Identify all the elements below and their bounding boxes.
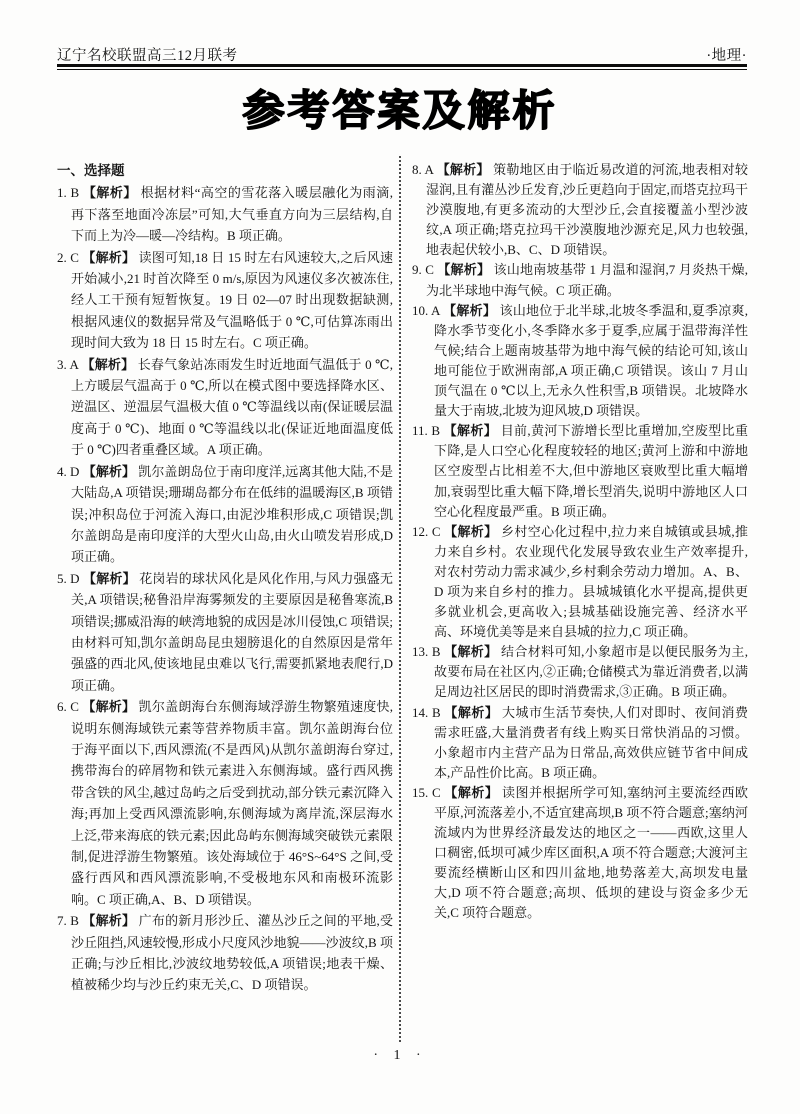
item-number-and-answer: 6. C bbox=[57, 699, 83, 715]
analysis-tag: 【解析】 bbox=[82, 249, 136, 265]
analysis-tag: 【解析】 bbox=[444, 784, 499, 800]
item-number-and-answer: 15. C bbox=[412, 784, 445, 800]
answer-item-6 bbox=[57, 696, 393, 910]
analysis-tag: 【解析】 bbox=[437, 262, 491, 278]
right-items-container bbox=[412, 160, 748, 924]
item-number-and-answer: 7. B bbox=[57, 913, 83, 929]
item-number-and-answer: 9. C bbox=[412, 262, 438, 278]
analysis-text: 广布的新月形沙丘、灌丛沙丘之间的平地,受沙丘阻挡,风速较慢,形成小尺度风沙地貌——沙波纹,B 项正确;与沙丘相比,沙波纹地势较低,A 项错误;地表干燥、植被稀少均与沙丘约束无关,C、D 项错误。 bbox=[71, 913, 393, 993]
analysis-tag: 【解析】 bbox=[82, 699, 136, 715]
answer-item-10 bbox=[412, 301, 748, 422]
answer-item-2 bbox=[57, 247, 393, 354]
item-number-and-answer: 12. C bbox=[412, 523, 445, 539]
analysis-tag: 【解析】 bbox=[82, 913, 136, 929]
analysis-text: 该山地南坡基带 1 月温和湿润,7 月炎热干燥,为北半球地中海气候。C 项正确。 bbox=[426, 262, 748, 298]
header-exam-name: 辽宁名校联盟高三12月联考 bbox=[57, 48, 238, 64]
analysis-tag: 【解析】 bbox=[444, 644, 498, 660]
analysis-text: 读图可知,18 日 15 时左右风速较大,之后风速开始减小,21 时首次降至 0 m/s,原因为风速仪多次被冻住,经人工干预有短暂恢复。19 日 02—07 时出现数据缺测,根据风速仪的数据异常及气温略低于 0 ℃,可估算冻雨出现时间大致为 18 日 15 时左右。C 项正确。 bbox=[71, 249, 393, 351]
analysis-tag: 【解析】 bbox=[81, 356, 135, 372]
answer-item-3 bbox=[57, 354, 393, 461]
item-number-and-answer: 11. B bbox=[412, 423, 444, 439]
analysis-text: 花岗岩的球状风化是风化作用,与风力强盛无关,A 项错误;秘鲁沿岸海雾频发的主要原因是秘鲁寒流,B 项错误;挪威沿海的峡湾地貌的成因是冰川侵蚀,C 项错误;由材料可知,凯尔盖朗岛昆虫翅膀退化的自然原因是常年强盛的西北风,使该地昆虫难以飞行,需要抓紧地表爬行,D 项正确。 bbox=[71, 570, 393, 693]
item-number-and-answer: 3. A bbox=[57, 356, 82, 372]
item-number-and-answer: 14. B bbox=[412, 704, 445, 720]
header-rule bbox=[57, 64, 747, 70]
item-number-and-answer: 8. A bbox=[412, 162, 437, 177]
answer-item-7 bbox=[57, 910, 393, 996]
item-number-and-answer: 13. B bbox=[412, 644, 445, 660]
left-items-container bbox=[57, 182, 393, 995]
header-subject-label: ·地理· bbox=[706, 48, 747, 64]
analysis-text: 凯尔盖朗海台东侧海域浮游生物繁殖速度快,说明东侧海域铁元素等营养物质丰富。凯尔盖朗海台位于海平面以下,西风漂流(不是西风)从凯尔盖朗海台穿过,携带海台的碎屑物和铁元素进入东侧海域。盛行西风携带含铁的风尘,越过岛屿之后受到扰动,部分铁元素沉降入海;再加上受西风漂流影响,东侧海域为离岸流,深层海水上泛,带来海底的铁元素;因此岛屿东侧海域突破铁元素限制,促进浮游生物繁殖。该处海域位于 46°S~64°S 之间,受盛行西风和西风漂流影响,不受极地东风和南极环流影响。C 项正确,A、B、D 项错误。 bbox=[71, 699, 393, 907]
analysis-text: 策勒地区由于临近易改道的河流,地表相对较湿润,且有灌丛沙丘发育,沙丘更趋向于固定,而塔克拉玛干沙漠腹地,有更多流动的大型沙丘,会直接覆盖小型沙波纹,A 项正确;塔克拉玛干沙漠腹地沙源充足,风力也较强,地表起伏较小,B、C、D 项错误。 bbox=[426, 162, 748, 258]
answer-item-14 bbox=[412, 703, 748, 783]
answer-item-8 bbox=[412, 160, 748, 260]
page-header bbox=[57, 44, 747, 65]
page-number: · 1 · bbox=[373, 1048, 427, 1063]
answer-item-9 bbox=[412, 260, 748, 300]
analysis-tag: 【解析】 bbox=[444, 704, 499, 720]
left-column bbox=[57, 160, 393, 996]
analysis-text: 大城市生活节奏快,人们对即时、夜间消费需求旺盛,大量消费者有线上购买日常快消品的习惯。小象超市内主营产品为日常品,高效供应链节省中间成本,产品性价比高。B 项正确。 bbox=[434, 704, 748, 780]
analysis-tag: 【解析】 bbox=[436, 162, 490, 177]
analysis-text: 结合材料可知,小象超市是以便民服务为主,故要布局在社区内,②正确;仓储模式为靠近消费者,以满足周边社区居民的即时消费需求,③正确。B 项正确。 bbox=[434, 644, 748, 700]
analysis-tag: 【解析】 bbox=[82, 185, 137, 201]
item-number-and-answer: 1. B bbox=[57, 185, 83, 201]
analysis-tag: 【解析】 bbox=[443, 302, 497, 318]
analysis-text: 目前,黄河下游增长型比重增加,空废型比重下降,是人口空心化程度较轻的地区;黄河上游和中游地区空废型占比相差不大,但中游地区衰败型比重大幅增加,衰弱型比重大幅下降,增长型消失,说明中游地区人口空心化程度最严重。B 项正确。 bbox=[434, 423, 748, 519]
item-number-and-answer: 5. D bbox=[57, 570, 84, 586]
answer-item-1 bbox=[57, 182, 393, 246]
answer-item-5 bbox=[57, 568, 393, 696]
answer-item-12 bbox=[412, 522, 748, 643]
analysis-tag: 【解析】 bbox=[83, 570, 136, 586]
answer-item-11 bbox=[412, 421, 748, 521]
analysis-text: 该山地位于北半球,北坡冬季温和,夏季凉爽,降水季节变化小,冬季降水多于夏季,应属于温带海洋性气候;结合上题南坡基带为地中海气候的结论可知,该山地可能位于欧洲南部,A 项正确,C 项错误。该山 7 月山顶气温在 0 ℃以上,无永久性积雪,B 项错误。北坡降水量大于南坡,北坡为迎风坡,D 项错误。 bbox=[434, 302, 748, 419]
analysis-text: 读图并根据所学可知,塞纳河主要流经西欧平原,河流落差小,不适宜建高坝,B 项不符合题意;塞纳河流域内为世界经济最发达的地区之一——西欧,这里人口稠密,低坝可减少库区面积,A 项不符合题意;大渡河主要流经横断山区和四川盆地,地势落差大,高坝发电量大,D 项不符合题意;高坝、低坝的建设与资金多少无关,C 项符合题意。 bbox=[434, 784, 748, 921]
answer-item-15 bbox=[412, 783, 748, 924]
answer-item-4 bbox=[57, 461, 393, 568]
analysis-text: 根据材料“高空的雪花落入暖层融化为雨滴,再下落至地面冷冻层”可知,大气垂直方向为三层结构,自下而上为冷—暖—冷结构。B 项正确。 bbox=[71, 185, 393, 244]
right-column bbox=[412, 160, 748, 996]
answers-body bbox=[57, 160, 748, 996]
analysis-text: 凯尔盖朗岛位于南印度洋,远离其他大陆,不是大陆岛,A 项错误;珊瑚岛都分布在低纬的温暖海区,B 项错误;冲积岛位于河流入海口,由泥沙堆积形成,C 项错误;凯尔盖朗岛是南印度洋的大型火山岛,由火山喷发岩形成,D 项正确。 bbox=[71, 463, 393, 565]
item-number-and-answer: 4. D bbox=[57, 463, 83, 479]
item-number-and-answer: 10. A bbox=[412, 302, 444, 318]
analysis-text: 长春气象站冻雨发生时近地面气温低于 0 ℃,上方暖层气温高于 0 ℃,所以在模式图中要选择降水区、逆温区、逆温层气温极大值 0 ℃等温线以南(保证暖层温度高于 0 ℃)、地面 0 ℃等温线以北(保证近地面温度低于 0 ℃)四者重叠区域。A 项正确。 bbox=[71, 356, 393, 458]
analysis-text: 乡村空心化过程中,拉力来自城镇或县城,推力来自乡村。农业现代化发展导致农业生产效率提升,对农村劳动力需求减少,乡村剩余劳动力增加。A、B、D 项为来自乡村的推力。县城城镇化水平提高,提供更多就业机会,更高收入;县城基础设施完善、经济水平高、环境优美等是来自县城的拉力,C 项正确。 bbox=[434, 523, 748, 640]
item-number-and-answer: 2. C bbox=[57, 249, 83, 265]
analysis-tag: 【解析】 bbox=[443, 423, 498, 439]
answer-item-13 bbox=[412, 642, 748, 702]
analysis-tag: 【解析】 bbox=[82, 463, 135, 479]
analysis-tag: 【解析】 bbox=[444, 523, 498, 539]
section-heading-choice-questions: 一、选择题 bbox=[57, 163, 125, 178]
page-title: 参考答案及解析 bbox=[242, 87, 558, 134]
